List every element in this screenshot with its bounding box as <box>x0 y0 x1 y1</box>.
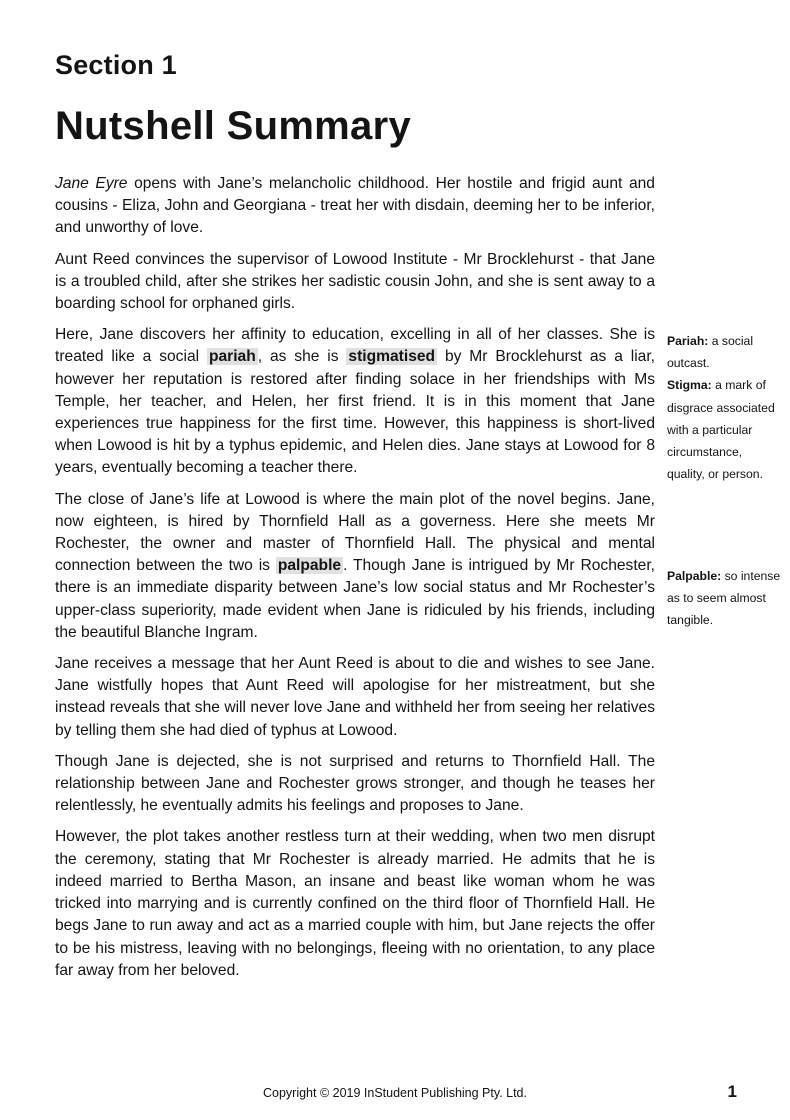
paragraph-1: Jane Eyre opens with Jane’s melancholic childhood. Her hostile and frigid aunt and cousins - Eliza, John and Georgiana - treat her with disdain, deeming her to be inferior, and unworthy of love. <box>55 175 655 237</box>
glossary-term: Palpable: <box>667 569 722 583</box>
glossary-palpable <box>667 565 782 632</box>
glossary-pariah <box>667 330 782 374</box>
glossary-stigma <box>667 374 782 485</box>
copyright-notice: Copyright © 2019 InStudent Publishing Pty. Ltd. <box>262 1086 527 1100</box>
glossary-term: Pariah: <box>667 334 709 348</box>
highlight-pariah: pariah <box>208 348 256 366</box>
paragraph-6: Though Jane is dejected, she is not surprised and returns to Thornfield Hall. The relationship between Jane and Rochester grows stronger, and though he teases her relentlessly, he eventually admits his feelings and proposes to Jane. <box>55 752 655 815</box>
paragraph-5: Jane receives a message that her Aunt Reed is about to die and wishes to see Jane. Jane wistfully hopes that Aunt Reed will apologise for her mistreatment, but she instead reveals that she will never love Jane and withheld her from seeing her relatives by telling them she had died of typhus at Lowood. <box>55 655 655 739</box>
book-title: Jane Eyre <box>55 175 128 192</box>
section-label: Section 1 <box>55 50 177 80</box>
highlight-palpable: palpable <box>277 557 342 575</box>
glossary-term: Stigma: <box>667 378 712 393</box>
paragraph-7: However, the plot takes another restless turn at their wedding, when two men disrupt the ceremony, stating that Mr Rochester is already married. He admits that he is indeed married to Bertha Mason, an insane and beast like woman whom he was tricked into marrying and is currently confined on the third floor of Thornfield Hall. He begs Jane to run away and act as a married couple with him, but Jane rejects the offer to be his mistress, leaving with no belongings, fleeing with no orientation, to any place far away from her beloved. <box>55 828 655 979</box>
glossary-group-1 <box>667 330 782 485</box>
glossary-definition: so intense as to seem almost tangible. <box>667 569 781 628</box>
paragraph-3: Here, Jane discovers her affinity to education, excelling in all of her classes. She is treated like a social pariah , as she is stigmatised by Mr Brocklehurst as a liar, however her reputation is restored after finding solace in her friendships with Ms Temple, her teacher, and Helen, her first friend. It is in this moment that Jane experiences true happiness for the first time. However, this happiness is short-lived when Lowood is hit by a typhus epidemic, and Helen dies. Jane stays at Lowood for 8 years, eventually becoming a teacher there. <box>55 326 655 477</box>
page-title: Nutshell Summary <box>55 104 412 148</box>
highlight-stigmatised: stigmatised <box>348 348 436 366</box>
paragraph-4: The close of Jane’s life at Lowood is where the main plot of the novel begins. Jane, now eighteen, is hired by Thornfield Hall as a governess. Here she meets Mr Rochester, the owner and master of Thornfield Hall. The physical and mental connection between the two is palpable . Though Jane is intrigued by Mr Rochester, there is an immediate disparity between Jane’s low social status and Mr Rochester’s upper-class superiority, made evident when Jane is ridiculed by his friends, including the beautiful Blanche Ingram. <box>55 490 656 641</box>
summary-body <box>55 173 655 991</box>
glossary-definition: a social outcast. <box>667 334 754 371</box>
page-number: 1 <box>727 1082 737 1101</box>
glossary-group-2 <box>667 565 782 632</box>
glossary-definition: a mark of disgrace associated with a particular circumstance, quality, or person. <box>667 378 775 482</box>
paragraph-2: Aunt Reed convinces the supervisor of Lowood Institute - Mr Brocklehurst - that Jane is a troubled child, after she strikes her sadistic cousin John, and she is sent away to a boarding school for orphaned girls. <box>55 250 655 313</box>
